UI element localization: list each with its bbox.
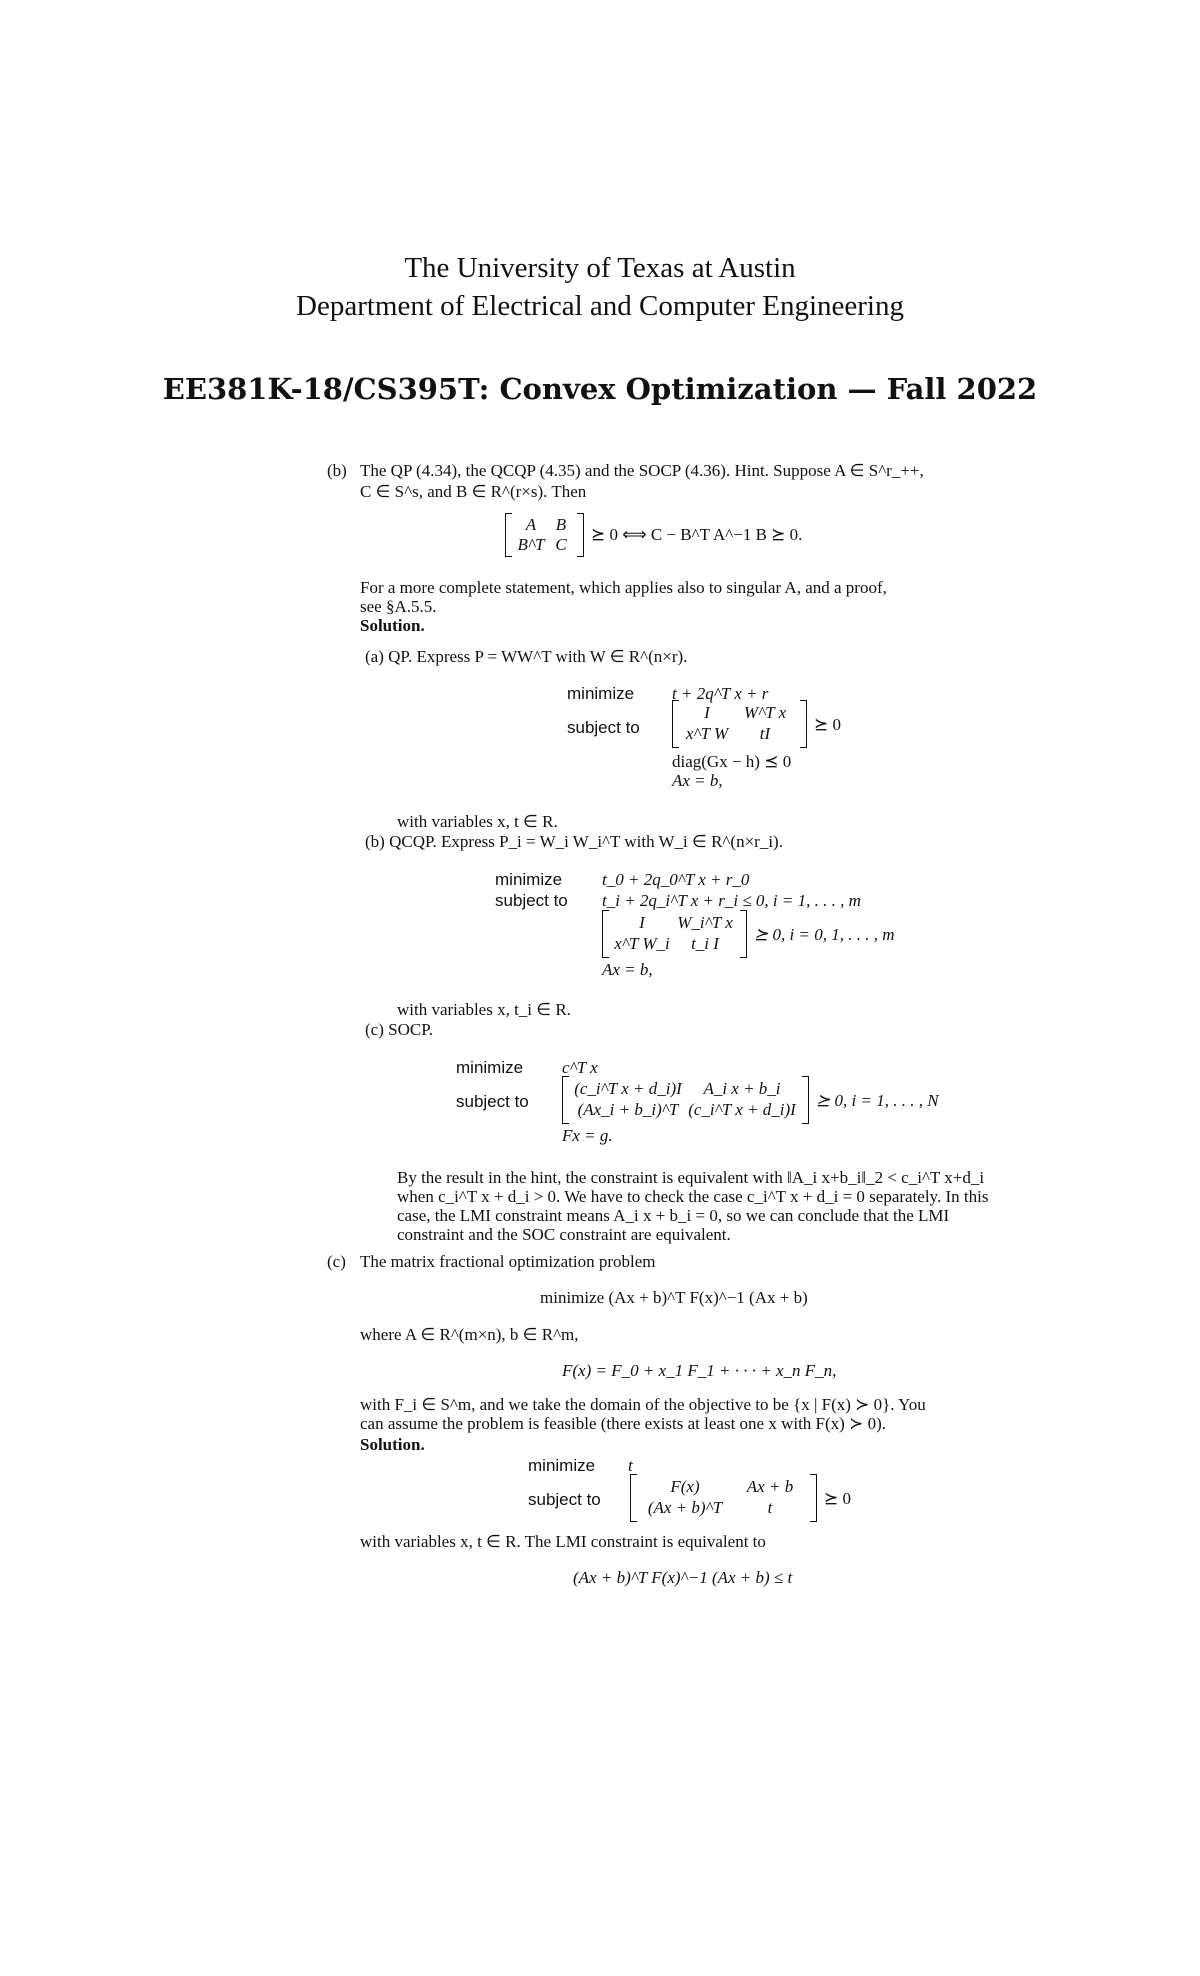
right-bracket [740,910,747,958]
qp-m11: I [704,703,710,722]
qcqp-objective: t_0 + 2q_0^T x + r_0 [602,870,750,889]
qcqp-m22: t_i I [691,934,719,953]
socp-intro: (c) SOCP. [365,1020,434,1039]
qp-subject-to-label: subject to [567,718,640,737]
matrix-entry-c: C [555,535,567,554]
matrix-entry-bt: B^T [517,535,545,554]
socp-psd: ⪰ 0, i = 1, . . . , N [816,1091,939,1110]
right-bracket [800,700,807,748]
equivalence-relation: ⪰ 0 ⟺ C − B^T A^−1 B ⪰ 0. [591,525,803,544]
socp-para-line1: By the result in the hint, the constraint is equivalent with ‖A_i x+b_i‖_2 < c_i^T x+d_i [397,1168,985,1187]
matrix-entry-b: B [555,515,567,534]
qcqp-subject-to-label: subject to [495,891,568,910]
matrix-entry-a: A [525,515,537,534]
qcqp-psd: ⪰ 0, i = 0, 1, . . . , m [754,925,895,944]
socp-lmi-matrix [562,1076,982,1124]
socp-m22: (c_i^T x + d_i)I [688,1100,796,1119]
qcqp-variables: with variables x, t_i ∈ R. [397,1000,571,1019]
qp-objective: t + 2q^T x + r [672,684,769,703]
socp-para-line3: case, the LMI constraint means A_i x + b_i = 0, so we can conclude that the LMI [397,1206,950,1225]
qcqp-m12: W_i^T x [677,913,733,932]
part-c-psd: ⪰ 0 [824,1489,851,1508]
university-title: The University of Texas at Austin [404,252,796,284]
left-bracket [602,910,609,958]
socp-constraint-eq: Fx = g. [562,1126,613,1145]
schur-complement-statement [505,513,875,557]
part-c-domain-line1: with F_i ∈ S^m, and we take the domain of the objective to be {x | F(x) ≻ 0}. You [360,1395,926,1414]
qp-minimize-label: minimize [567,684,635,703]
qp-m21: x^T W [685,724,729,743]
part-c-domain-line2: can assume the problem is feasible (there exists at least one x with F(x) ≻ 0). [360,1414,886,1433]
right-bracket [810,1474,817,1522]
part-b-line1: The QP (4.34), the QCQP (4.35) and the SOCP (4.36). Hint. Suppose A ∈ S^r_++, [360,461,924,480]
part-c-subject-to-label: subject to [528,1490,601,1509]
part-c-where: where A ∈ R^(m×n), b ∈ R^m, [360,1325,579,1344]
qp-variables: with variables x, t ∈ R. [397,812,558,831]
part-c-solution-heading: Solution. [360,1435,425,1454]
socp-para-line2: when c_i^T x + d_i > 0. We have to check the case c_i^T x + d_i = 0 separately. In this [397,1187,989,1206]
part-c-problem: minimize (Ax + b)^T F(x)^−1 (Ax + b) [540,1288,808,1307]
qp-lmi-matrix [672,700,872,748]
part-c-title: The matrix fractional optimization problem [360,1252,656,1271]
part-c-final-inequality: (Ax + b)^T F(x)^−1 (Ax + b) ≤ t [573,1568,793,1587]
right-bracket [802,1076,809,1124]
part-c-lmi-matrix [630,1474,870,1522]
qp-constraint-eq: Ax = b, [672,771,723,790]
part-b-note-line1: For a more complete statement, which applies also to singular A, and a proof, [360,578,887,597]
qp-m12: W^T x [743,703,787,722]
socp-minimize-label: minimize [456,1058,524,1077]
part-c-m21: (Ax + b)^T [647,1498,723,1517]
part-b-label: (b) [327,461,347,480]
left-bracket [630,1474,637,1522]
qcqp-minimize-label: minimize [495,870,563,889]
qp-intro: (a) QP. Express P = WW^T with W ∈ R^(n×r). [365,647,688,666]
qcqp-m21: x^T W_i [614,934,670,953]
qcqp-lmi-matrix [602,910,922,958]
socp-objective: c^T x [562,1058,598,1077]
left-bracket [672,700,679,748]
part-c-fx: F(x) = F_0 + x_1 F_1 + · · · + x_n F_n, [562,1361,837,1380]
socp-subject-to-label: subject to [456,1092,529,1111]
socp-m12: A_i x + b_i [703,1079,781,1098]
left-bracket [562,1076,569,1124]
left-bracket [505,513,512,557]
qcqp-m11: I [639,913,645,932]
part-c-variables: with variables x, t ∈ R. The LMI constraint is equivalent to [360,1532,766,1551]
part-c-minimize-label: minimize [528,1456,596,1475]
right-bracket [577,513,584,557]
solution-heading: Solution. [360,616,425,635]
part-c-m11: F(x) [670,1477,700,1496]
socp-m11: (c_i^T x + d_i)I [574,1079,682,1098]
part-b-note-line2: see §A.5.5. [360,597,437,616]
qp-psd: ⪰ 0 [814,715,841,734]
part-c-m22: t [767,1498,773,1517]
socp-m21: (Ax_i + b_i)^T [577,1100,679,1119]
socp-para-line4: constraint and the SOC constraint are equivalent. [397,1225,731,1244]
part-b-line2: C ∈ S^s, and B ∈ R^(r×s). Then [360,482,587,501]
course-title: EE381K-18/CS395T: Convex Optimization — Fall 2022 [162,372,1038,406]
part-c-m12: Ax + b [746,1477,794,1496]
qp-constraint-diag: diag(Gx − h) ⪯ 0 [672,752,792,771]
qp-m22: tI [759,724,771,743]
department-title: Department of Electrical and Computer Engineering [296,290,904,322]
part-c-objective: t [628,1456,633,1475]
part-c-label: (c) [327,1252,346,1271]
qcqp-constraint-eq: Ax = b, [602,960,653,979]
qcqp-intro: (b) QCQP. Express P_i = W_i W_i^T with W_i ∈ R^(n×r_i). [365,832,783,851]
qcqp-constraint-1: t_i + 2q_i^T x + r_i ≤ 0, i = 1, . . . , m [602,891,861,910]
